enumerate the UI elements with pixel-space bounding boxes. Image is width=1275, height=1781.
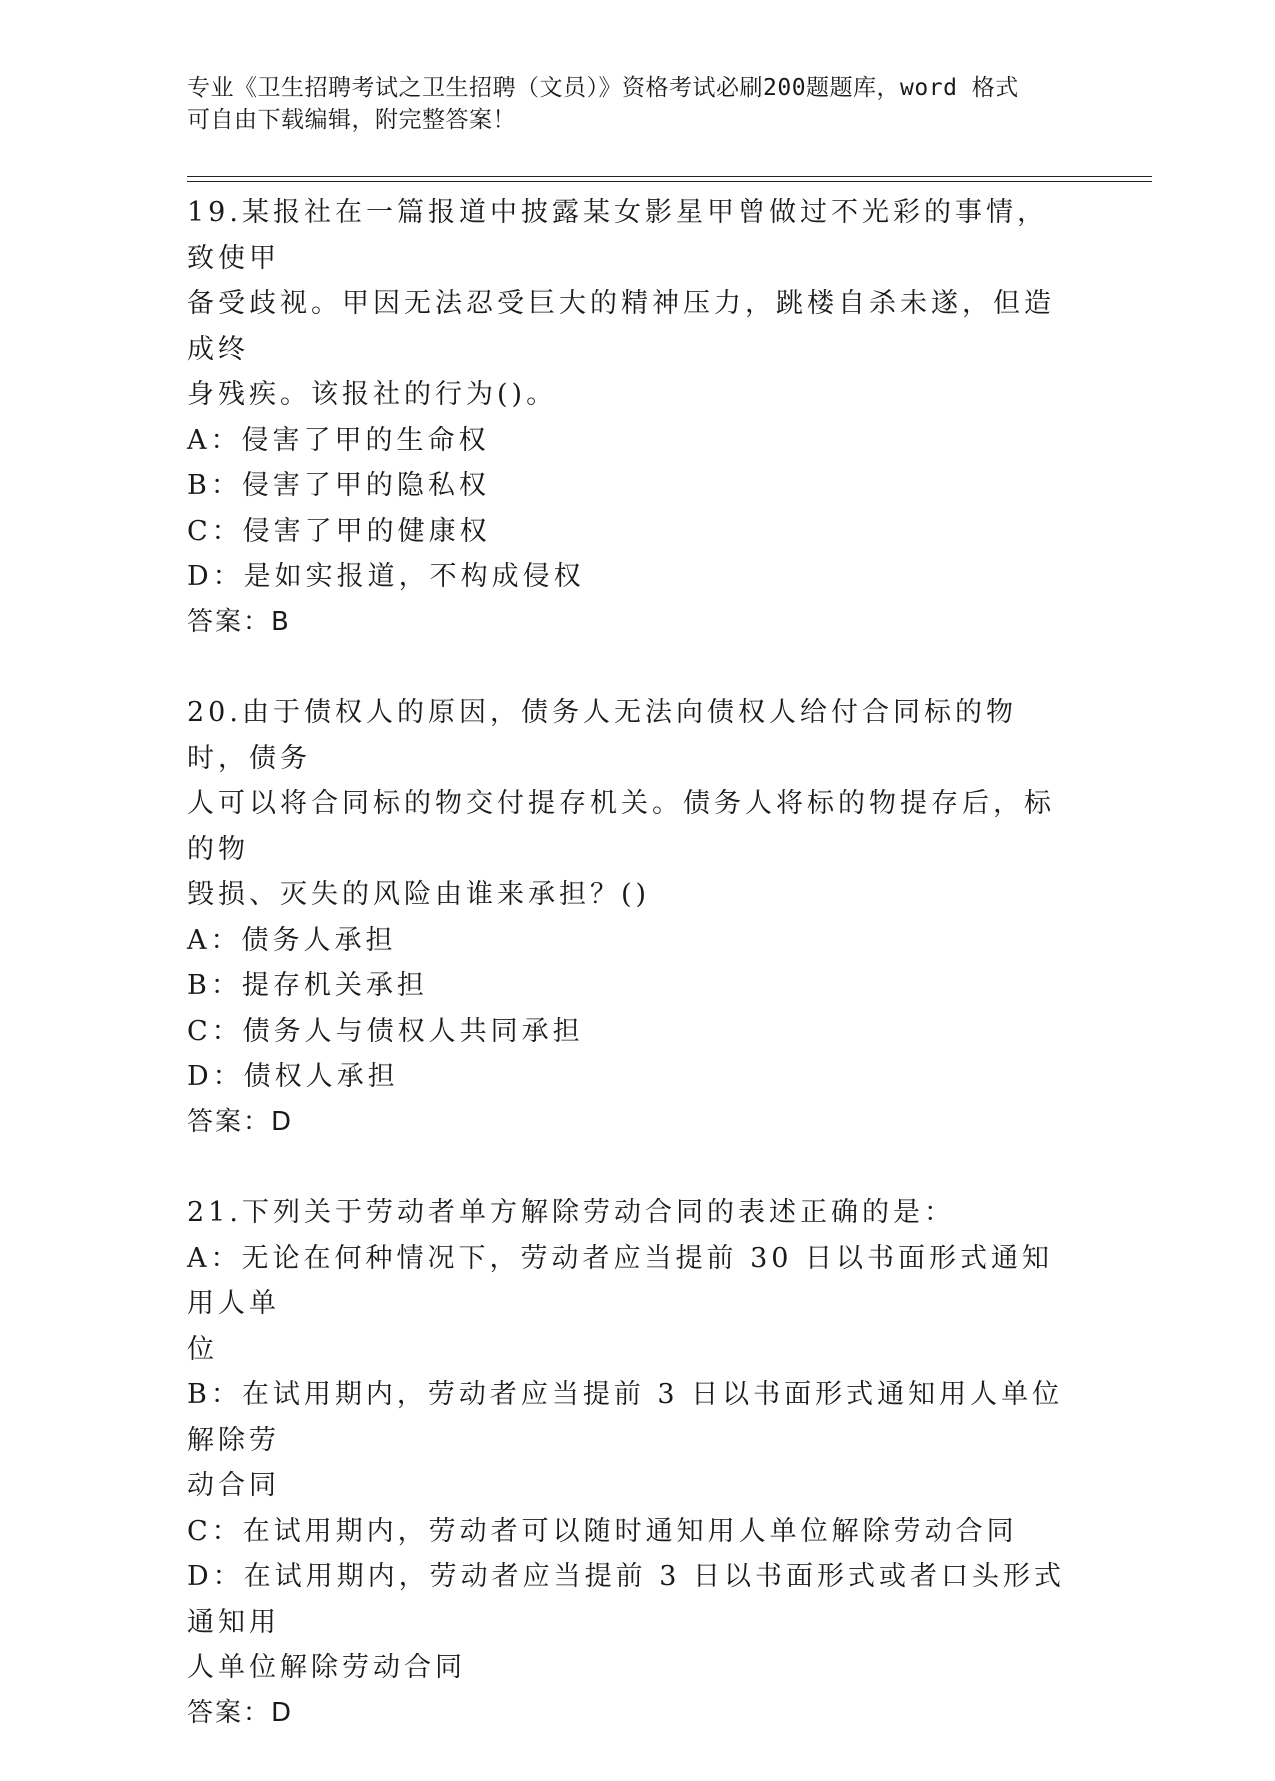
option-d: D：在试用期内，劳动者应当提前 3 日以书面形式或者口头形式通知用	[187, 1561, 1065, 1638]
header-line-2: 可自由下载编辑，附完整答案！	[187, 107, 516, 133]
option-a: A：债务人承担	[187, 924, 397, 956]
option-b: B：提存机关承担	[187, 970, 428, 1001]
option-c: C：在试用期内，劳动者可以随时通知用人单位解除劳动合同	[187, 1515, 1018, 1547]
option-a: A：侵害了甲的生命权	[187, 424, 490, 456]
option-d: D：是如实报道，不构成侵权	[187, 561, 585, 592]
option-a-continued: 位	[187, 1333, 218, 1365]
header-divider-top	[187, 176, 1152, 177]
option-d-continued: 人单位解除劳动合同	[187, 1652, 466, 1683]
answer-label: 答案：D	[187, 1106, 294, 1137]
option-c: C：债务人与债权人共同承担	[187, 1015, 584, 1047]
answer-label: 答案：B	[187, 606, 291, 637]
option-a: A：无论在何种情况下，劳动者应当提前 30 日以书面形式通知用人单	[187, 1242, 1054, 1319]
answer-label: 答案：D	[187, 1697, 294, 1728]
question-20	[187, 690, 1077, 1145]
header-line-1: 专业《卫生招聘考试之卫生招聘（文员）》资格考试必刷200题题库，word 格式	[187, 75, 1019, 101]
question-stem-line: 人可以将合同标的物交付提存机关。债务人将标的物提存后，标的物	[187, 788, 1055, 865]
question-19	[187, 190, 1077, 645]
option-c: C：侵害了甲的健康权	[187, 515, 491, 547]
option-d: D：债权人承担	[187, 1061, 399, 1092]
option-b: B：在试用期内，劳动者应当提前 3 日以书面形式通知用人单位解除劳	[187, 1379, 1064, 1456]
header-divider-bottom	[187, 181, 1152, 182]
question-21	[187, 1190, 1077, 1736]
question-stem-line: 19.某报社在一篇报道中披露某女影星甲曾做过不光彩的事情，致使甲	[187, 197, 1048, 274]
question-stem-line: 备受歧视。甲因无法忍受巨大的精神压力，跳楼自杀未遂，但造成终	[187, 288, 1055, 365]
question-stem-line: 20.由于债权人的原因，债务人无法向债权人给付合同标的物时，债务	[187, 697, 1017, 774]
question-stem-line: 21.下列关于劳动者单方解除劳动合同的表述正确的是：	[187, 1197, 955, 1228]
question-stem-line: 身残疾。该报社的行为()。	[187, 379, 558, 410]
document-header	[187, 72, 1067, 136]
option-b: B：侵害了甲的隐私权	[187, 470, 490, 501]
question-stem-line: 毁损、灭失的风险由谁来承担？()	[187, 879, 651, 910]
question-list	[187, 190, 1077, 1781]
option-b-continued: 动合同	[187, 1470, 280, 1501]
